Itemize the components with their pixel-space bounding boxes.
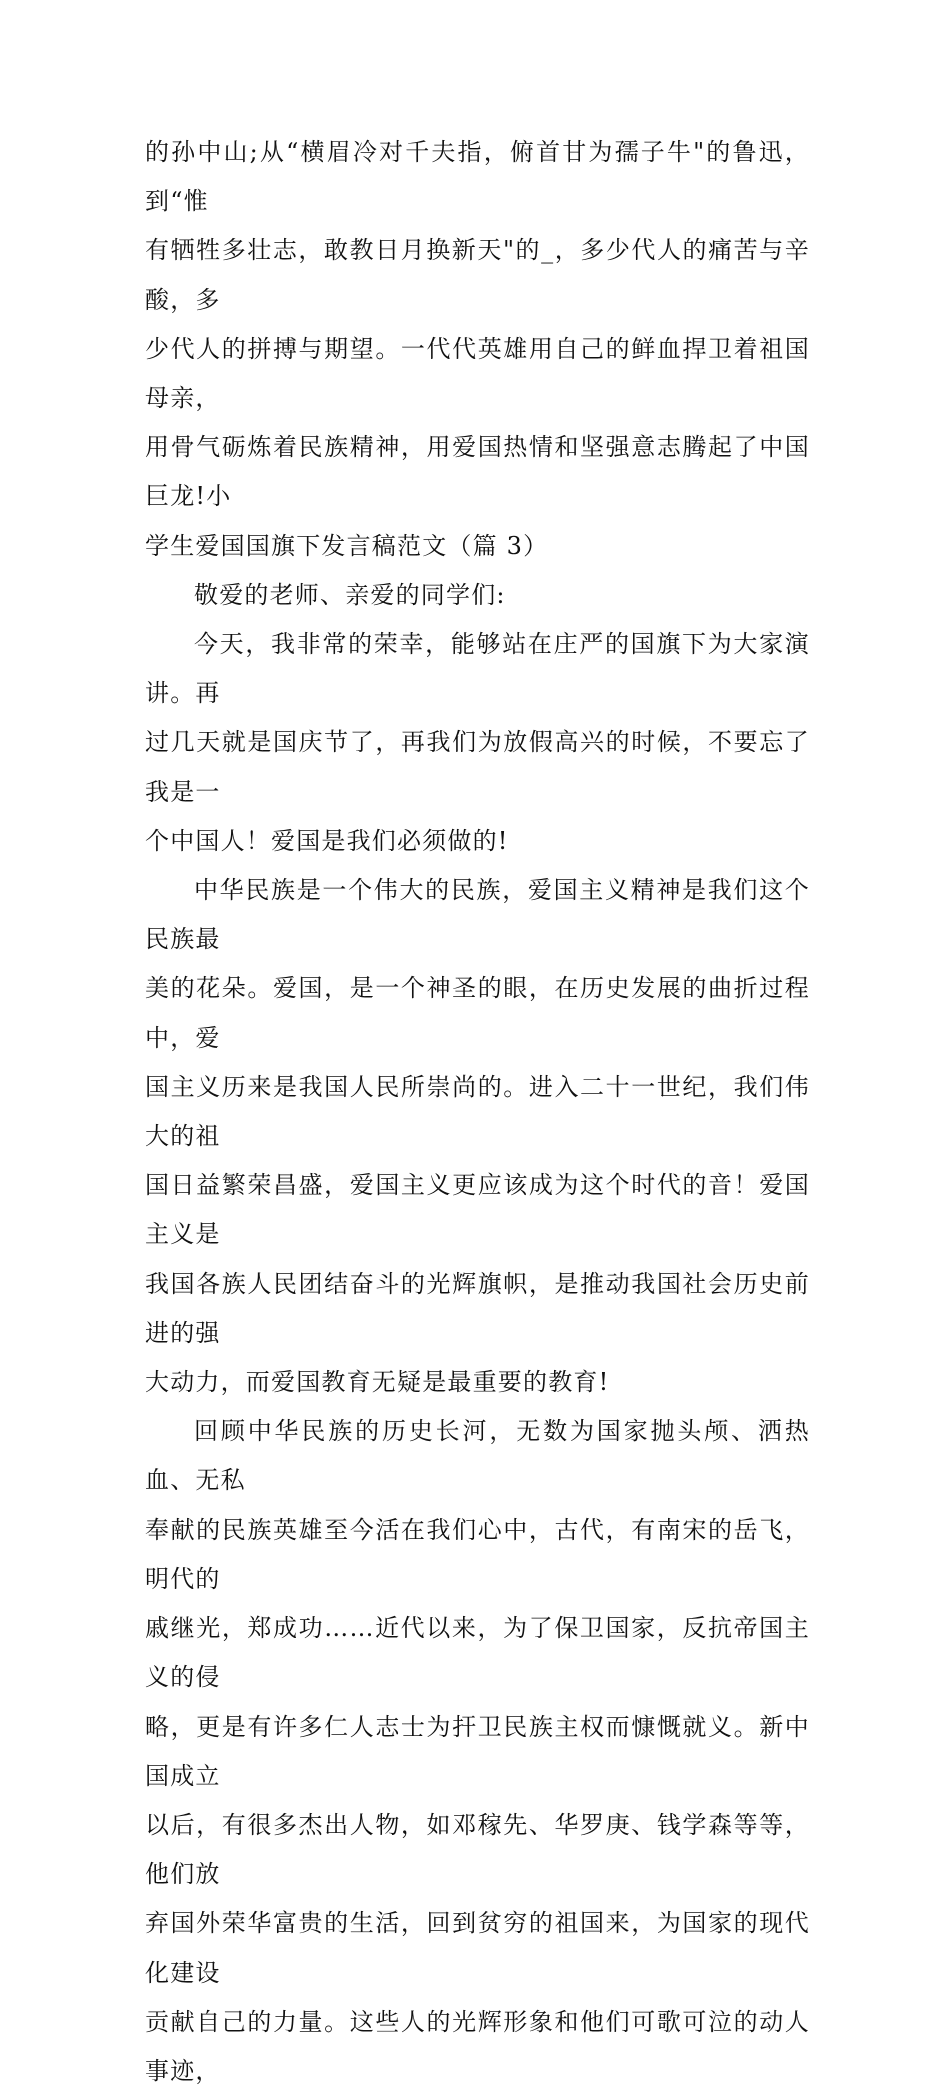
- paragraph-today-speech: [145, 620, 810, 866]
- text-line: 个中国人！爱国是我们必须做的!: [145, 826, 509, 855]
- text-line: 用骨气砺炼着民族精神，用爱国热情和坚强意志腾起了中国巨龙!小: [145, 433, 810, 511]
- text-line: 弃国外荣华富贵的生活，回到贫穷的祖国来，为国家的现代化建设: [145, 1909, 810, 1987]
- text-line: 贡献自己的力量。这些人的光辉形象和他们可歌可泣的动人事迹，: [145, 2007, 810, 2085]
- text-line: 少代人的拼搏与期望。一代代英雄用自己的鲜血捍卫着祖国母亲，: [145, 334, 810, 413]
- text-line: 国主义历来是我国人民所崇尚的。进入二十一世纪，我们伟大的祖: [145, 1072, 810, 1151]
- text-line: 敬爱的老师、亲爱的同学们:: [194, 580, 506, 609]
- text-line: 的孙中山;从“横眉冷对千夫指，俯首甘为孺子牛"的鲁迅，到“惟: [145, 138, 810, 216]
- paragraph-closing-sun-yatsen: [145, 128, 810, 571]
- paragraph-history-review: [145, 1407, 810, 2096]
- text-line: 以后，有很多杰出人物，如邓稼先、华罗庚、钱学森等等，他们放: [145, 1810, 810, 1889]
- text-line: 中华民族是一个伟大的民族，爱国主义精神是我们这个民族最: [145, 876, 810, 954]
- text-line: 回顾中华民族的历史长河，无数为国家抛头颅、洒热血、无私: [145, 1417, 810, 1495]
- text-line: 今天，我非常的荣幸，能够站在庄严的国旗下为大家演讲。再: [145, 630, 810, 708]
- paragraph-salutation: [145, 571, 810, 620]
- paragraph-chinese-nation: [145, 866, 810, 1407]
- text-line: 略，更是有许多仁人志士为扞卫民族主权而慷慨就义。新中国成立: [145, 1712, 810, 1790]
- text-line: 国日益繁荣昌盛，爱国主义更应该成为这个时代的音！爱国主义是: [145, 1171, 810, 1249]
- text-line: 美的花朵。爱国，是一个神圣的眼，在历史发展的曲折过程中，爱: [145, 974, 810, 1052]
- text-line: 我国各族人民团结奋斗的光辉旗帜，是推动我国社会历史前进的强: [145, 1269, 810, 1347]
- text-line: 过几天就是国庆节了，再我们为放假高兴的时候，不要忘了我是一: [145, 728, 810, 806]
- text-line: 学生爱国国旗下发言稿范文（篇 3）: [145, 531, 549, 560]
- text-line: 有牺牲多壮志，敢教日月换新天"的_，多少代人的痛苦与辛酸，多: [145, 236, 810, 314]
- text-line: 奉献的民族英雄至今活在我们心中，古代，有南宋的岳飞，明代的: [145, 1515, 810, 1593]
- document-body: [145, 128, 810, 2096]
- text-line: 戚继光，郑成功……近代以来，为了保卫国家，反抗帝国主义的侵: [145, 1614, 810, 1692]
- text-line: 大动力，而爱国教育无疑是最重要的教育!: [145, 1368, 610, 1397]
